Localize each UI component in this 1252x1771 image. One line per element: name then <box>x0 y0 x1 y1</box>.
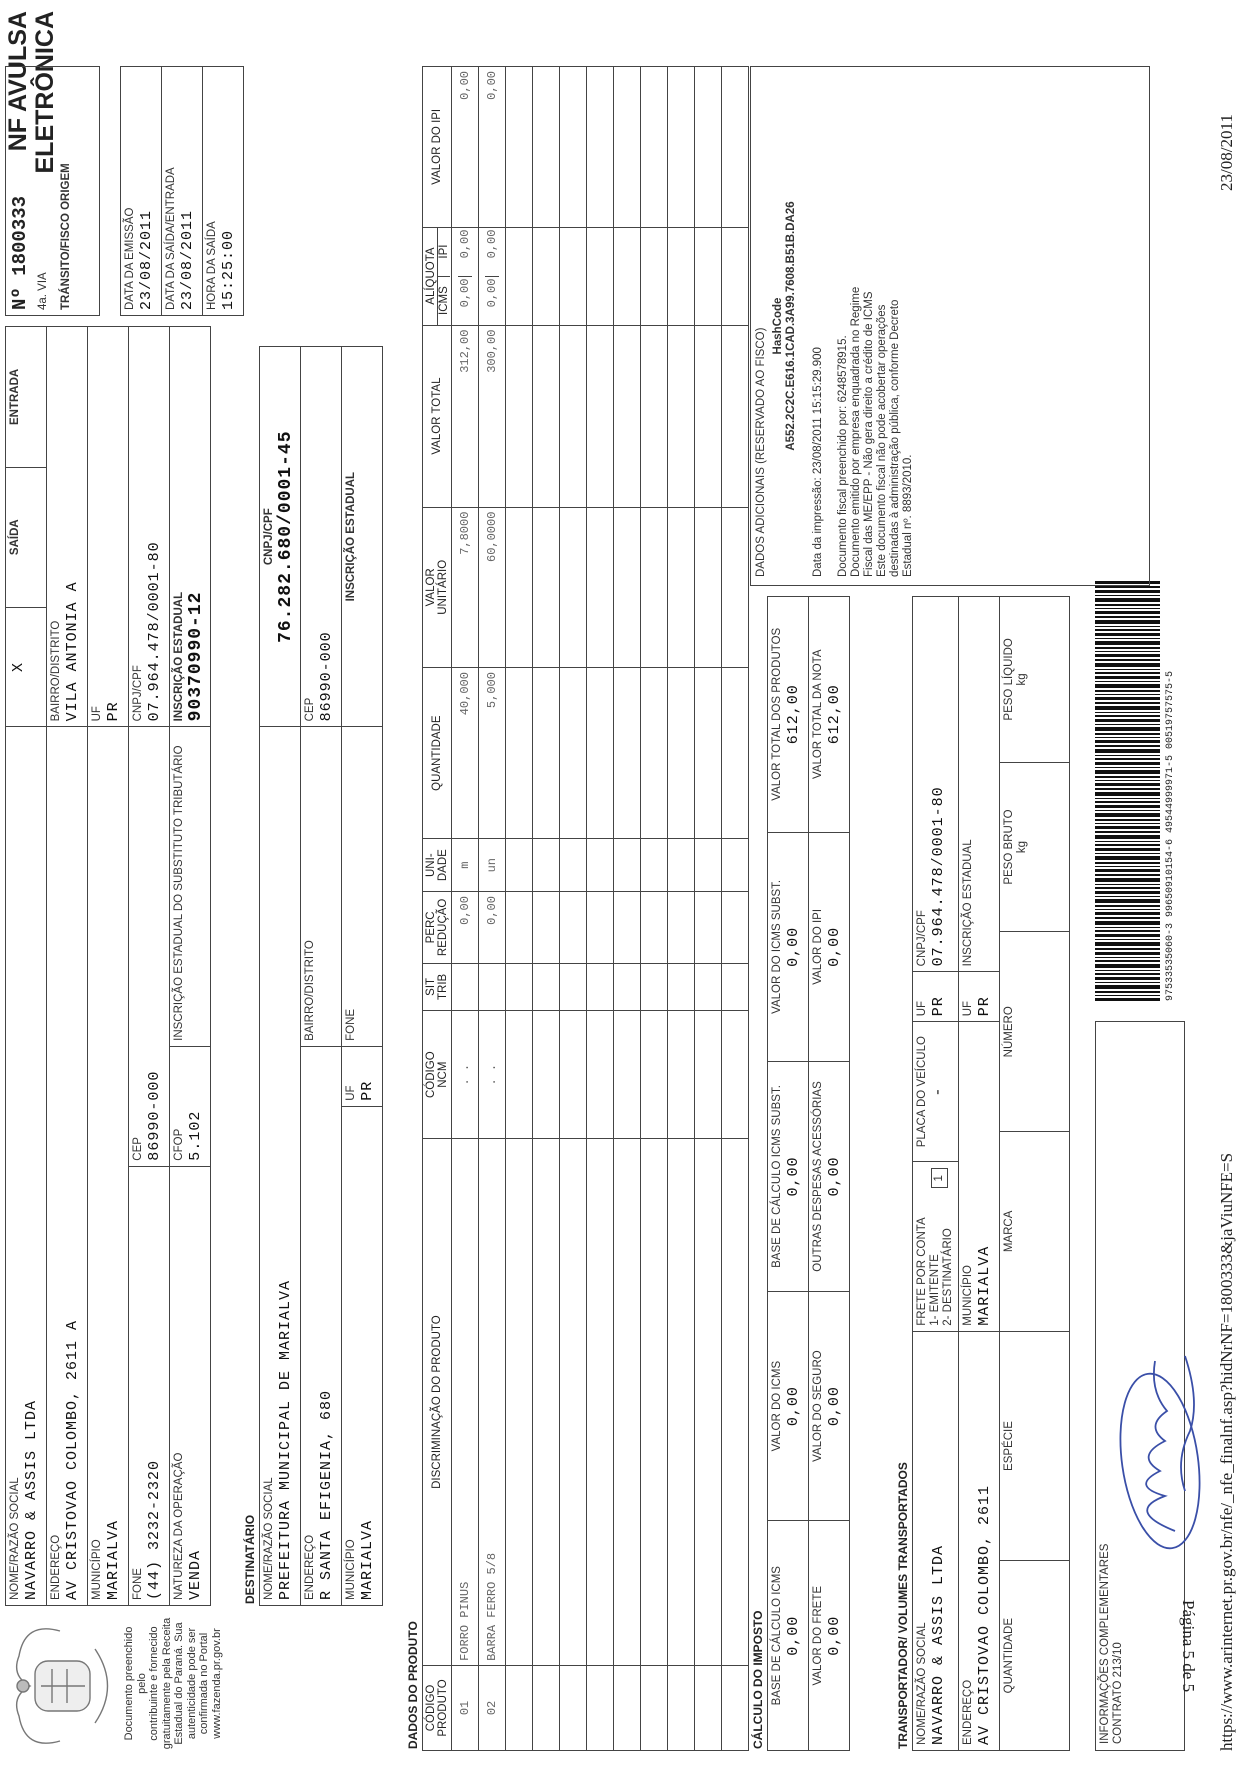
col-unit-l2: UNITÁRIO <box>437 559 449 615</box>
item-perc: 0,00 <box>479 892 506 964</box>
cfop-label: CFOP <box>173 1128 185 1161</box>
col-descricao: DISCRIMINAÇÃO DO PRODUTO <box>423 1139 452 1666</box>
emitente-fone-label: FONE <box>132 1568 144 1600</box>
destinatario-uf-label: UF <box>345 1085 357 1101</box>
destinatario-municipio: MARIALVA <box>359 1519 376 1600</box>
emitente-fone: (44) 3232-2320 <box>146 1459 163 1600</box>
transporte-uf2: PR <box>976 996 993 1017</box>
col-codigo-l1: CÓDIGO <box>425 1684 437 1732</box>
col-ncm-l2: NCM <box>437 1061 449 1088</box>
table-row <box>533 67 560 1751</box>
info-label: INFORMAÇÕES COMPLEMENTARES <box>1099 1543 1111 1744</box>
quantidade-label: QUANTIDADE <box>1003 1617 1015 1694</box>
item-ncm: . . <box>452 1011 479 1139</box>
transporte-block <box>890 596 1070 1751</box>
nota-line: Fiscal das ME/EPP - Não gera direito a crédito de ICMS <box>863 291 875 577</box>
ipi-label: VALOR DO IPI <box>812 908 824 985</box>
destinatario-fone-label: FONE <box>345 1008 357 1041</box>
cfop: 5.102 <box>187 1110 204 1161</box>
emitente-cep: 86990-000 <box>146 1070 163 1161</box>
notice-line: autenticidade pode ser <box>185 1627 198 1740</box>
ie-label: INSCRIÇÃO ESTADUAL <box>173 591 185 722</box>
emitente-uf: PR <box>105 701 122 722</box>
item-total: 300,00 <box>479 325 506 507</box>
peso-bruto-unit: kg <box>1016 841 1028 854</box>
browser-footer-date: 23/08/2011 <box>1217 114 1236 191</box>
marca-label: MARCA <box>1003 1210 1015 1253</box>
emitente-endereco-label: ENDEREÇO <box>50 1534 62 1600</box>
seguro-label: VALOR DO SEGURO <box>812 1350 824 1462</box>
emitente-bairro: VILA ANTONIA A <box>64 581 81 722</box>
imposto-section-title: CÁLCULO DO IMPOSTO <box>751 1610 765 1749</box>
fisco-box <box>750 66 1150 586</box>
transporte-municipio-label: MUNICÍPIO <box>962 1265 974 1326</box>
form-body <box>5 51 1245 1751</box>
nf-numero: Nº 1800333 <box>9 195 31 310</box>
hash-code: A552.2C2C.E616.1CAD.3A99.7608.B51B.DA26 <box>785 201 797 451</box>
title-line-1: NF AVULSA <box>4 11 32 152</box>
table-row <box>560 67 587 1751</box>
nota-line: Documento emitido por empresa enquadrada no Regime <box>850 286 862 577</box>
col-unid-l1: UNI- <box>425 853 437 877</box>
item-ipi: 0,00 <box>485 229 499 259</box>
hora-saida: 15:25:00 <box>220 229 237 310</box>
table-row <box>695 67 722 1751</box>
valor-subst-label: VALOR DO ICMS SUBST. <box>771 879 783 1014</box>
emitente-nome-label: NOME/RAZÃO SOCIAL <box>9 1477 21 1600</box>
emitente-municipio: MARIALVA <box>105 1519 122 1600</box>
item-unidade: m <box>452 839 479 892</box>
transporte-municipio: MARIALVA <box>976 1245 993 1326</box>
frete-opt1: 1- EMITENTE <box>929 1254 941 1326</box>
ie: 90370990-12 <box>186 591 206 722</box>
valor-subst: 0,00 <box>785 926 802 967</box>
transporte-uf2-label: UF <box>962 1000 974 1017</box>
item-quantidade: 5,000 <box>479 668 506 839</box>
col-total: VALOR TOTAL <box>423 325 452 507</box>
col-ipi: IPI <box>437 244 450 259</box>
col-valor-ipi: VALOR DO IPI <box>423 67 452 228</box>
transporte-endereco-label: ENDEREÇO <box>962 1679 974 1745</box>
col-sit-l1: SIT <box>425 977 437 996</box>
item-unidade: un <box>479 839 506 892</box>
nota-line: Documento fiscal preenchido por: 6248578915. <box>837 335 849 577</box>
table-row <box>452 67 479 1751</box>
emitente-cnpj: 07.964.478/0001-80 <box>146 541 163 722</box>
nota-line: destinadas à administração pública, conforme Decreto <box>889 299 901 577</box>
numero-block <box>5 66 244 316</box>
especie-label: ESPÉCIE <box>1003 1421 1015 1471</box>
item-ipi: 0,00 <box>458 229 472 259</box>
item-icms: 0,00 <box>485 276 499 325</box>
peso-bruto-label: PESO BRUTO <box>1003 809 1015 885</box>
natureza: VENDA <box>187 1549 204 1600</box>
produtos-table <box>422 66 749 1751</box>
outras-label: OUTRAS DESPESAS ACESSÓRIAS <box>812 1081 824 1272</box>
transito-label: TRÁNSITO/FISCO ORIGEM <box>60 163 72 310</box>
item-total: 312,00 <box>452 325 479 507</box>
signature-icon <box>1105 1341 1215 1551</box>
col-codigo-l2: PRODUTO <box>437 1679 449 1737</box>
col-unit-l1: VALOR <box>425 568 437 607</box>
destinatario-bairro-label: BAIRRO/DISTRITO <box>304 940 316 1041</box>
entrada-label: ENTRADA <box>9 368 21 425</box>
transporte-endereco: AV CRISTOVAO COLOMBO, 2611 <box>976 1484 993 1745</box>
numero-label: NÚMERO <box>1003 1006 1015 1058</box>
destinatario-cnpj: 76.282.680/0001-45 <box>276 430 296 643</box>
imposto-block <box>745 596 850 1751</box>
fisco-label: DADOS ADICIONAIS (RESERVADO AO FISCO) <box>755 327 767 577</box>
barcode <box>1095 581 1175 1001</box>
data-saida: 23/08/2011 <box>179 209 196 310</box>
base-subst: 0,00 <box>785 1156 802 1197</box>
produtos-block <box>400 66 749 1751</box>
frete: 0,00 <box>826 1615 843 1656</box>
destinatario-section-title: DESTINATÁRIO <box>243 1514 257 1604</box>
col-quantidade: QUANTIDADE <box>423 668 452 839</box>
frete-label: VALOR DO FRETE <box>812 1585 824 1686</box>
item-unitario: 7,8000 <box>452 507 479 667</box>
browser-footer-page: Página 5 de 5 <box>1179 1600 1198 1693</box>
col-sit-l2: TRIB <box>437 973 449 1000</box>
outras: 0,00 <box>826 1156 843 1197</box>
info-contrato: CONTRATO 213/10 <box>1112 1642 1124 1744</box>
item-perc: 0,00 <box>452 892 479 964</box>
ipi: 0,00 <box>826 926 843 967</box>
item-descricao: BARRA FERRO 5/8 <box>479 1139 506 1666</box>
transporte-nome: NAVARRO & ASSIS LTDA <box>930 1544 947 1745</box>
item-valor-ipi: 0,00 <box>479 67 506 228</box>
seguro: 0,00 <box>826 1386 843 1427</box>
item-codigo: 02 <box>479 1665 506 1750</box>
transporte-nome-label: NOME/RAZÃO SOCIAL <box>916 1622 928 1745</box>
peso-liquido-label: PESO LÍQUIDO <box>1003 638 1015 721</box>
title-line-2: ELETRÔNICA <box>31 11 59 174</box>
emitente-block <box>5 326 211 1606</box>
data-emissao-label: DATA DA EMISSÃO <box>124 207 136 310</box>
notice-line: confirmada no Portal <box>198 1632 210 1735</box>
item-codigo: 01 <box>452 1665 479 1750</box>
table-row <box>587 67 614 1751</box>
frete-conta-label: FRETE POR CONTA <box>916 1217 928 1326</box>
destinatario-endereco: R SANTA EFIGENIA, 680 <box>318 1389 335 1600</box>
saida-label: SAÍDA <box>9 519 21 556</box>
destinatario-cep-label: CEP <box>304 697 316 722</box>
frete-opt2: 2- DESTINATÁRIO <box>942 1228 954 1326</box>
data-emissao: 23/08/2011 <box>138 209 155 310</box>
destinatario-municipio-label: MUNICÍPIO <box>345 1539 357 1600</box>
total-produtos: 612,00 <box>785 684 802 745</box>
hash-label: HashCode <box>772 297 784 355</box>
notice-line: www.fazenda.pr.gov.br <box>210 1628 223 1739</box>
valor-icms: 0,00 <box>785 1386 802 1427</box>
destinatario-block <box>237 346 383 1606</box>
item-descricao: FORRO PINUS <box>452 1139 479 1666</box>
emitente-municipio-label: MUNICÍPIO <box>91 1539 103 1600</box>
produtos-section-title: DADOS DO PRODUTO <box>406 1621 420 1749</box>
emitente-cep-label: CEP <box>132 1137 144 1161</box>
col-icms: ICMS <box>438 276 450 325</box>
placa: - <box>930 1086 947 1097</box>
notice-line: contribuinte e fornecido <box>148 1626 160 1741</box>
barcode-number: 97533535060-3 99650910154-6 49544999971-5 00519757575-5 <box>1165 670 1176 1001</box>
data-saida-label: DATA DA SAÍDA/ENTRADA <box>165 167 177 310</box>
notice-line: Estadual do Paraná. Sua <box>173 1622 185 1745</box>
total-nota-label: VALOR TOTAL DA NOTA <box>812 649 824 780</box>
transporte-uf: PR <box>930 996 947 1017</box>
destinatario-cep: 86990-000 <box>318 631 335 722</box>
nota-line: Este documento fiscal não pode acobertar operações <box>876 304 888 577</box>
ie-substituto-label: INSCRIÇÃO ESTADUAL DO SUBSTITUTO TRIBUTÁRIO <box>173 745 185 1041</box>
nota-line: Estadual nº. 8893/2010. <box>902 454 914 577</box>
table-row <box>479 67 506 1751</box>
emitente-nome: NAVARRO & ASSIS LTDA <box>23 1399 40 1600</box>
base-icms: 0,00 <box>785 1615 802 1656</box>
notice-line: Documento preenchido pelo <box>123 1626 148 1741</box>
col-perc-l2: REDUÇÃO <box>437 898 449 957</box>
destinatario-ie-label: INSCRIÇÃO ESTADUAL <box>345 471 357 602</box>
item-valor-ipi: 0,00 <box>452 67 479 228</box>
total-nota: 612,00 <box>826 684 843 745</box>
col-aliquota: ALÍQUOTA <box>425 228 438 325</box>
saida-mark: X <box>10 661 27 672</box>
item-quantidade: 40,000 <box>452 668 479 839</box>
browser-footer-url: https://www.arinternet.pr.gov.br/nfe/_nfe_finalnf.asp?hidNrNF=1800333&jaViuNFE=S <box>1217 1152 1236 1751</box>
col-unid-l2: DADE <box>437 849 449 882</box>
natureza-label: NATUREZA DA OPERAÇÃO <box>173 1452 185 1600</box>
base-icms-label: BASE DE CÁLCULO ICMS <box>771 1566 783 1706</box>
placa-label: PLACA DO VEÍCULO <box>916 1036 928 1148</box>
transporte-cnpj: 07.964.478/0001-80 <box>930 786 947 967</box>
table-row <box>614 67 641 1751</box>
table-row <box>641 67 668 1751</box>
coat-of-arms-icon <box>5 1621 120 1751</box>
col-perc-l1: PERC <box>425 911 437 944</box>
col-ncm-l1: CÓDIGO <box>425 1051 437 1098</box>
base-subst-label: BASE DE CÁLCULO ICMS SUBST. <box>771 1085 783 1268</box>
transporte-ie-label: INSCRIÇÃO ESTADUAL <box>962 839 974 967</box>
table-row <box>668 67 695 1751</box>
emitente-endereco: AV CRISTOVAO COLOMBO, 2611 A <box>64 1319 81 1600</box>
destinatario-nome-label: NOME/RAZÃO SOCIAL <box>263 1477 275 1600</box>
destinatario-nome: PREFEITURA MUNICIPAL DE MARIALVA <box>277 1279 294 1600</box>
transporte-section-title: TRANSPORTADOR/ VOLUMES TRANSPORTADOS <box>896 1462 910 1749</box>
table-row <box>506 67 533 1751</box>
transporte-cnpj-label: CNPJ/CPF <box>916 910 928 967</box>
destinatario-uf: PR <box>359 1080 376 1101</box>
transporte-uf-label: UF <box>916 1000 928 1017</box>
destinatario-endereco-label: ENDEREÇO <box>304 1534 316 1600</box>
emitente-uf-label: UF <box>91 706 103 722</box>
frete-valor: 1 <box>931 1168 948 1188</box>
item-ncm: . . <box>479 1011 506 1139</box>
total-produtos-label: VALOR TOTAL DOS PRODUTOS <box>771 627 783 801</box>
notice-text <box>123 1616 223 1751</box>
barcode-icon <box>1095 581 1160 1001</box>
item-icms: 0,00 <box>458 276 472 325</box>
valor-icms-label: VALOR DO ICMS <box>771 1360 783 1452</box>
destinatario-cnpj-label: CNPJ/CPF <box>263 508 275 566</box>
item-unitario: 60,0000 <box>479 507 506 667</box>
peso-liquido-unit: kg <box>1016 673 1028 686</box>
emitente-bairro-label: BAIRRO/DISTRITO <box>50 620 62 722</box>
nf-via: 4a. VIA <box>37 272 49 310</box>
data-impressao: Data da impressão: 23/08/2011 15:15:29.900 <box>812 347 824 577</box>
notice-line: gratuitamente pela Receita <box>160 1617 173 1750</box>
emitente-cnpj-label: CNPJ/CPF <box>132 665 144 722</box>
hora-saida-label: HORA DA SAÍDA <box>206 221 218 310</box>
